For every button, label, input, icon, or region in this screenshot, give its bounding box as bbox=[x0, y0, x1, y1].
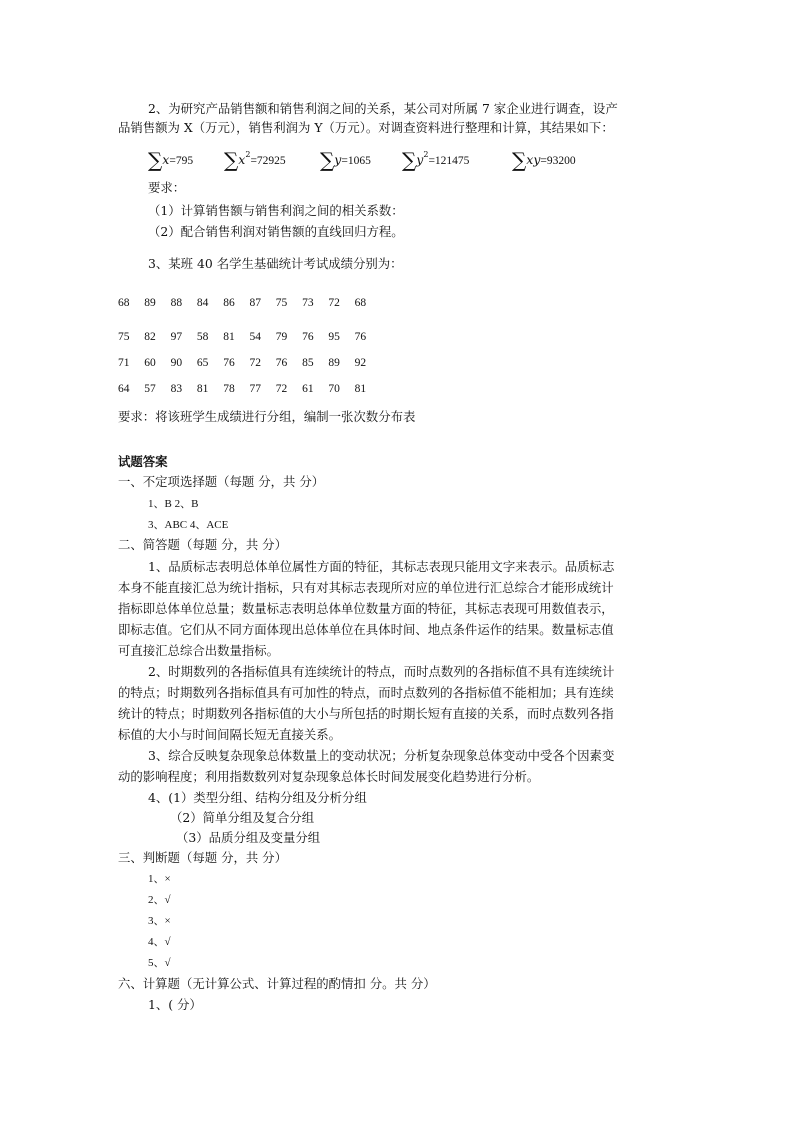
section-6-title: 六、计算题（无计算公式、计算过程的酌情扣 分。共 分） bbox=[118, 976, 436, 991]
score-row bbox=[118, 297, 381, 309]
answers-title: 试题答案 bbox=[118, 454, 168, 469]
score-cell: 65 bbox=[196, 357, 209, 369]
answer-paragraph-line: 统计的特点；时期数列各指标值的大小与所包括的时期长短有直接的关系，而时点数列各指 bbox=[118, 706, 614, 721]
section-6-item-1: 1、( 分） bbox=[148, 997, 202, 1012]
section-1-title: 一、不定项选择题（每题 分，共 分） bbox=[118, 474, 325, 489]
section-1-answers-row2: 3、ABC 4、ACE bbox=[148, 519, 229, 531]
score-cell: 79 bbox=[275, 331, 288, 343]
judge-answer: 3、× bbox=[148, 915, 171, 927]
score-cell: 77 bbox=[249, 383, 261, 395]
score-cell: 87 bbox=[249, 297, 261, 309]
score-cell: 76 bbox=[302, 331, 314, 343]
score-cell: 78 bbox=[223, 383, 235, 395]
score-cell: 84 bbox=[196, 297, 209, 309]
score-cell: 57 bbox=[144, 383, 156, 395]
score-cell: 71 bbox=[118, 357, 130, 369]
judge-answer: 2、√ bbox=[148, 894, 171, 906]
score-cell: 54 bbox=[249, 331, 261, 343]
score-cell: 68 bbox=[118, 297, 130, 309]
score-cell: 82 bbox=[144, 331, 156, 343]
score-cell: 85 bbox=[302, 357, 314, 369]
score-row bbox=[118, 331, 381, 343]
answer-paragraph-line: 指标即总体单位总量；数量标志表明总体单位数量方面的特征，其标志表现可用数值表示， bbox=[118, 601, 614, 616]
score-cell: 72 bbox=[275, 383, 288, 395]
section-2-title: 二、简答题（每题 分，共 分） bbox=[118, 537, 287, 552]
answer-paragraph-line: 标值的大小与时间间隔长短无直接关系。 bbox=[118, 727, 342, 742]
score-cell: 81 bbox=[354, 383, 367, 395]
answer-paragraph-line: 3、综合反映复杂现象总体数量上的变动状况；分析复杂现象总体变动中受各个因素变 bbox=[148, 748, 615, 763]
score-cell: 83 bbox=[170, 383, 183, 395]
score-cell: 90 bbox=[170, 357, 183, 369]
q2-line1: 2、为研究产品销售额和销售利润之间的关系，某公司对所属 7 家企业进行调查，设产 bbox=[148, 101, 618, 116]
formula-sum-y: ∑y=1065 bbox=[320, 148, 371, 172]
answer-grouping-line: （2）简单分组及复合分组 bbox=[170, 810, 315, 825]
score-cell: 75 bbox=[118, 331, 130, 343]
q2-require-label: 要求： bbox=[148, 180, 186, 195]
judge-answer: 5、√ bbox=[148, 957, 171, 969]
score-cell: 76 bbox=[223, 357, 235, 369]
q2-line2: 品销售额为 X（万元），销售利润为 Y（万元）。对调查资料进行整理和计算，其结果如下： bbox=[118, 120, 614, 135]
score-cell: 76 bbox=[275, 357, 288, 369]
formula-sum-y2: $\sum y^2=121475$ bbox=[402, 148, 470, 172]
score-row bbox=[118, 383, 381, 395]
formula-sum-x2: $\sum x^2=72925$ bbox=[224, 148, 286, 172]
formula-sum-x: ∑x=795 bbox=[148, 148, 194, 172]
answer-paragraph-line: 即标志值。它们从不同方面体现出总体单位在具体时间、地点条件运作的结果。数量标志值 bbox=[118, 622, 614, 637]
score-cell: 68 bbox=[354, 297, 367, 309]
q3-requirement: 要求：将该班学生成绩进行分组，编制一张次数分布表 bbox=[118, 409, 416, 424]
score-cell: 89 bbox=[144, 297, 156, 309]
score-row bbox=[118, 357, 381, 369]
score-cell: 72 bbox=[328, 297, 340, 309]
score-cell: 81 bbox=[196, 383, 209, 395]
score-cell: 70 bbox=[328, 383, 340, 395]
score-cell: 81 bbox=[223, 331, 235, 343]
score-cell: 92 bbox=[354, 357, 367, 369]
score-cell: 89 bbox=[328, 357, 340, 369]
answer-grouping-line: 4、(1）类型分组、结构分组及分析分组 bbox=[148, 790, 367, 805]
score-cell: 76 bbox=[354, 331, 367, 343]
q3-title: 3、某班 40 名学生基础统计考试成绩分别为： bbox=[148, 256, 403, 271]
q2-requirement-2: （2）配合销售利润对销售额的直线回归方程。 bbox=[148, 224, 404, 239]
q2-requirement-1: （1）计算销售额与销售利润之间的相关系数： bbox=[148, 203, 404, 218]
score-cell: 72 bbox=[249, 357, 261, 369]
answer-paragraph-line: 动的影响程度；利用指数数列对复杂现象总体长时间发展变化趋势进行分析。 bbox=[118, 769, 540, 784]
score-cell: 58 bbox=[196, 331, 209, 343]
judge-answer: 4、√ bbox=[148, 936, 171, 948]
answer-paragraph-line: 本身不能直接汇总为统计指标，只有对其标志表现所对应的单位进行汇总综合才能形成统计 bbox=[118, 580, 614, 595]
score-cell: 97 bbox=[170, 331, 183, 343]
score-cell: 60 bbox=[144, 357, 156, 369]
answer-paragraph-line: 的特点；时期数列各指标值具有可加性的特点，而时点数列的各指标值不能相加；具有连续 bbox=[118, 685, 614, 700]
answer-paragraph-line: 1、品质标志表明总体单位属性方面的特征，其标志表现只能用文字来表示。品质标志 bbox=[148, 559, 615, 574]
answer-grouping-line: （3）品质分组及变量分组 bbox=[176, 830, 321, 845]
score-cell: 73 bbox=[302, 297, 314, 309]
score-cell: 75 bbox=[275, 297, 288, 309]
section-3-title: 三、判断题（每题 分，共 分） bbox=[118, 850, 287, 865]
judge-answer: 1、× bbox=[148, 873, 171, 885]
formula-sum-xy: ∑xy=93200 bbox=[512, 148, 576, 172]
score-cell: 86 bbox=[223, 297, 235, 309]
answer-paragraph-line: 2、时期数列的各指标值具有连续统计的特点，而时点数列的各指标值不具有连续统计 bbox=[148, 664, 615, 679]
score-cell: 88 bbox=[170, 297, 183, 309]
answer-paragraph-line: 可直接汇总综合出数量指标。 bbox=[118, 643, 280, 658]
section-1-answers-row1: 1、B 2、B bbox=[148, 498, 199, 510]
score-cell: 64 bbox=[118, 383, 130, 395]
score-cell: 95 bbox=[328, 331, 340, 343]
score-cell: 61 bbox=[302, 383, 314, 395]
